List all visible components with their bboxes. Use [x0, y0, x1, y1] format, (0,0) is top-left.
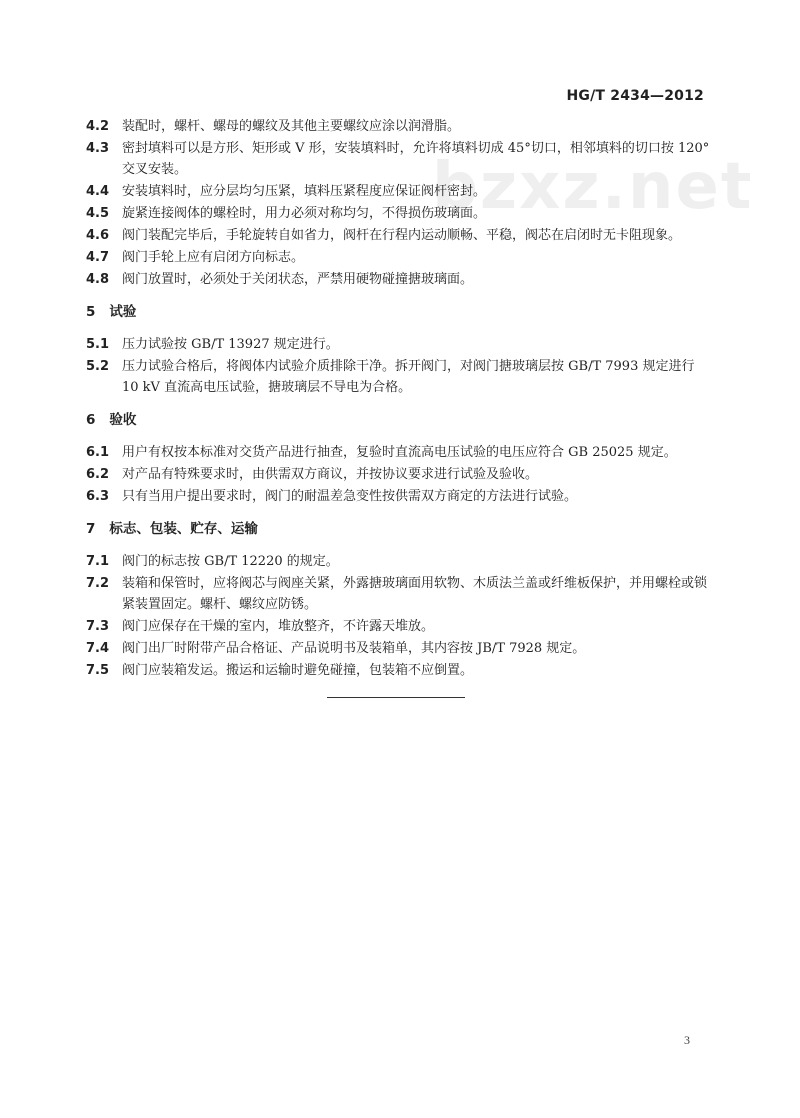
clause-text: 装配时，螺杆、螺母的螺纹及其他主要螺纹应涂以润滑脂。 — [122, 119, 461, 134]
clause-number: 7.2 — [86, 576, 110, 591]
clause-7-1 — [86, 551, 712, 572]
clause-text: 阀门应保存在干燥的室内，堆放整齐，不许露天堆放。 — [122, 619, 435, 634]
clause-text: 密封填料可以是方形、矩形或 V 形，安装填料时，允许将填料切成 45°切口，相邻填料的切口按 120°交叉安装。 — [122, 141, 710, 177]
clause-number: 7.5 — [86, 663, 110, 678]
clause-number: 7.1 — [86, 554, 110, 569]
section-number: 7 — [86, 521, 96, 537]
clause-text: 用户有权按本标准对交货产品进行抽查，复验时直流高电压试验的电压应符合 GB 25025 规定。 — [122, 445, 677, 460]
standard-number: HG/T 2434—2012 — [566, 88, 704, 104]
clause-text: 阀门放置时，必须处于关闭状态，严禁用硬物碰撞搪玻璃面。 — [122, 272, 474, 287]
clause-4-3 — [86, 138, 712, 180]
clause-number: 6.2 — [86, 467, 110, 482]
clause-number: 4.6 — [86, 228, 110, 243]
clause-text: 阀门手轮上应有启闭方向标志。 — [122, 250, 305, 265]
section-7 — [86, 519, 712, 681]
clause-7-5 — [86, 660, 712, 681]
document-body — [86, 116, 712, 683]
clause-number: 5.1 — [86, 337, 110, 352]
clause-7-3 — [86, 616, 712, 637]
clause-text: 阀门出厂时附带产品合格证、产品说明书及装箱单，其内容按 JB/T 7928 规定。 — [122, 641, 586, 656]
clause-text: 阀门的标志按 GB/T 12220 的规定。 — [122, 554, 339, 569]
clause-number: 4.4 — [86, 184, 110, 199]
clause-4-4 — [86, 181, 712, 202]
section-heading — [86, 302, 712, 323]
clause-7-2 — [86, 573, 712, 615]
clause-4-5 — [86, 203, 712, 224]
clause-number: 7.4 — [86, 641, 110, 656]
clause-number: 6.1 — [86, 445, 110, 460]
clause-5-1 — [86, 334, 712, 355]
section-6 — [86, 410, 712, 507]
page-number: 3 — [684, 1033, 690, 1047]
clause-text: 压力试验合格后，将阀体内试验介质排除干净。拆开阀门，对阀门搪玻璃层按 GB/T 7993 规定进行 10 kV 直流高电压试验，搪玻璃层不导电为合格。 — [122, 359, 695, 395]
clause-6-3 — [86, 486, 712, 507]
clause-number: 4.5 — [86, 206, 110, 221]
clause-4-2 — [86, 116, 712, 137]
section-number: 5 — [86, 304, 96, 320]
clause-6-2 — [86, 464, 712, 485]
section-title: 验收 — [109, 412, 137, 428]
clause-text: 阀门应装箱发运。搬运和运输时避免碰撞，包装箱不应倒置。 — [122, 663, 474, 678]
clause-number: 4.7 — [86, 250, 110, 265]
clause-6-1 — [86, 442, 712, 463]
clause-text: 旋紧连接阀体的螺栓时，用力必须对称均匀，不得损伤玻璃面。 — [122, 206, 487, 221]
section-4-continued — [86, 116, 712, 290]
clause-text: 阀门装配完毕后，手轮旋转自如省力，阀杆在行程内运动顺畅、平稳，阀芯在启闭时无卡阻现象。 — [122, 228, 682, 243]
clause-7-4 — [86, 638, 712, 659]
clause-number: 5.2 — [86, 359, 110, 374]
clause-text: 对产品有特殊要求时，由供需双方商议，并按协议要求进行试验及验收。 — [122, 467, 539, 482]
clause-5-2 — [86, 356, 712, 398]
section-title: 试验 — [109, 304, 137, 320]
clause-text: 装箱和保管时，应将阀芯与阀座关紧，外露搪玻璃面用软物、木质法兰盖或纤维板保护，并用螺栓或锁紧装置固定。螺杆、螺纹应防锈。 — [122, 576, 708, 612]
clause-number: 7.3 — [86, 619, 110, 634]
section-heading — [86, 519, 712, 540]
clause-text: 压力试验按 GB/T 13927 规定进行。 — [122, 337, 339, 352]
end-of-document-rule — [327, 697, 465, 698]
clause-text: 安装填料时，应分层均匀压紧，填料压紧程度应保证阀杆密封。 — [122, 184, 487, 199]
clause-number: 4.8 — [86, 272, 110, 287]
clause-number: 4.3 — [86, 141, 110, 156]
clause-4-8 — [86, 269, 712, 290]
watermark-text: bzxz.net — [432, 150, 754, 224]
clause-4-7 — [86, 247, 712, 268]
section-5 — [86, 302, 712, 398]
section-title: 标志、包装、贮存、运输 — [109, 521, 258, 537]
section-number: 6 — [86, 412, 96, 428]
clause-4-6 — [86, 225, 712, 246]
clause-number: 6.3 — [86, 489, 110, 504]
clause-text: 只有当用户提出要求时，阀门的耐温差急变性按供需双方商定的方法进行试验。 — [122, 489, 578, 504]
clause-number: 4.2 — [86, 119, 110, 134]
section-heading — [86, 410, 712, 431]
